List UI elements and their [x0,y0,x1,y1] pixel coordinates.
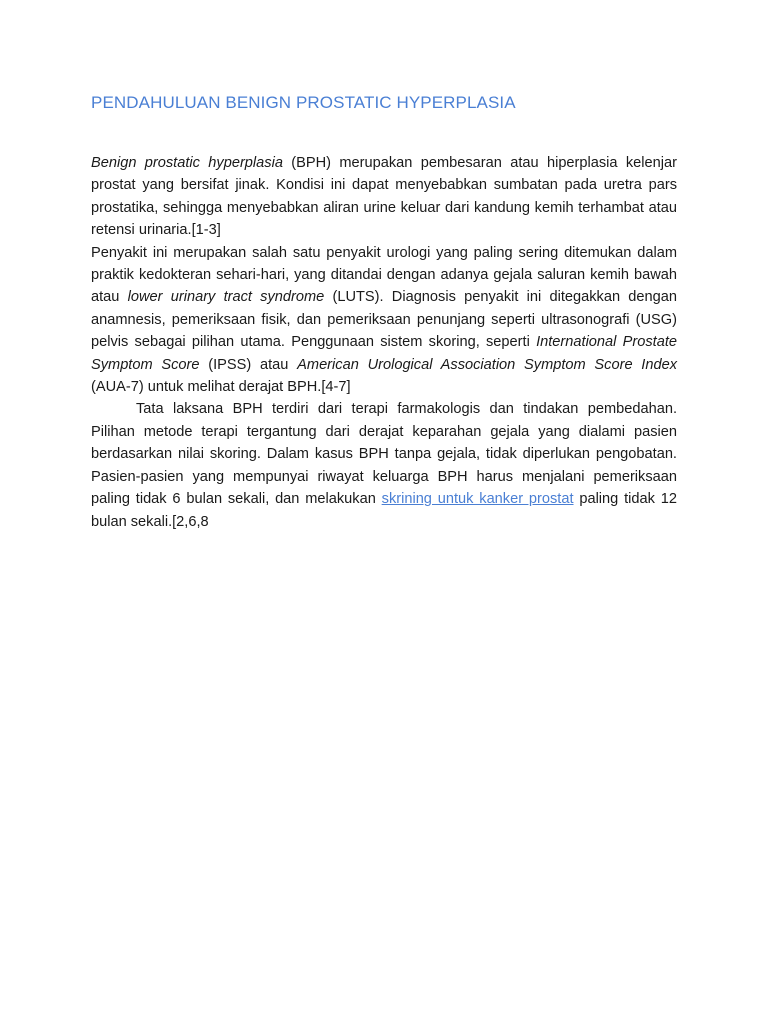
paragraph-intro-text: (BPH) merupakan pembesaran atau hiperplasia kelenjar prostat yang bersifat jinak. Kondisi ini dapat menyebabkan sumbatan pada uretra pars prostatika, sehingga menyebabkan aliran urine keluar dari kandung kemih terhambat atau retensi urinaria.[1-3] [91,155,677,239]
paragraph-diagnosis-text-2: (LUTS). Diagnosis penyakit ini ditegakkan dengan anamnesis, pemeriksaan fisik, dan pemeriksaan penunjang seperti ultrasonografi (USG) pelvis sebagai pilihan utama. Penggunaan sistem skoring, seperti [91,289,678,351]
term-bph: Benign prostatic hyperplasia [91,155,283,171]
page-title: PENDAHULUAN BENIGN PROSTATIC HYPERPLASIA [91,93,516,112]
screening-link[interactable]: skrining untuk kanker prostat [381,491,574,508]
paragraph-intro [91,152,677,242]
paragraph-diagnosis-text-4: (AUA-7) untuk melihat derajat BPH.[4-7] [91,379,351,396]
term-luts: lower urinary tract syndrome [127,289,325,306]
paragraph-diagnosis-text-3: (IPSS) atau [199,356,298,373]
paragraph-treatment-text-2: paling tidak 12 bulan sekali.[2,6,8 [91,491,677,530]
document-body [91,152,677,533]
paragraph-diagnosis [91,242,677,399]
paragraph-diagnosis-text-1: Penyakit ini merupakan salah satu penyakit urologi yang paling sering ditemukan dalam praktik kedokteran sehari-hari, yang ditandai dengan adanya gejala saluran kemih bawah atau [91,244,677,306]
term-ipss: International Prostate Symptom Score [91,334,677,373]
paragraph-treatment-text-1: Tata laksana BPH terdiri dari terapi farmakologis dan tindakan pembedahan. Pilihan metode terapi tergantung dari derajat keparahan gejala yang dialami pasien berdasarkan nilai skoring. Dalam kasus BPH tanpa gejala, tidak diperlukan pengobatan. Pasien-pasien yang mempunyai riwayat keluarga BPH harus menjalani pemeriksaan paling tidak 6 bulan sekali, dan melakukan [91,401,677,508]
paragraph-treatment [91,398,677,532]
term-aua: American Urological Association Symptom Score Index [297,356,678,373]
